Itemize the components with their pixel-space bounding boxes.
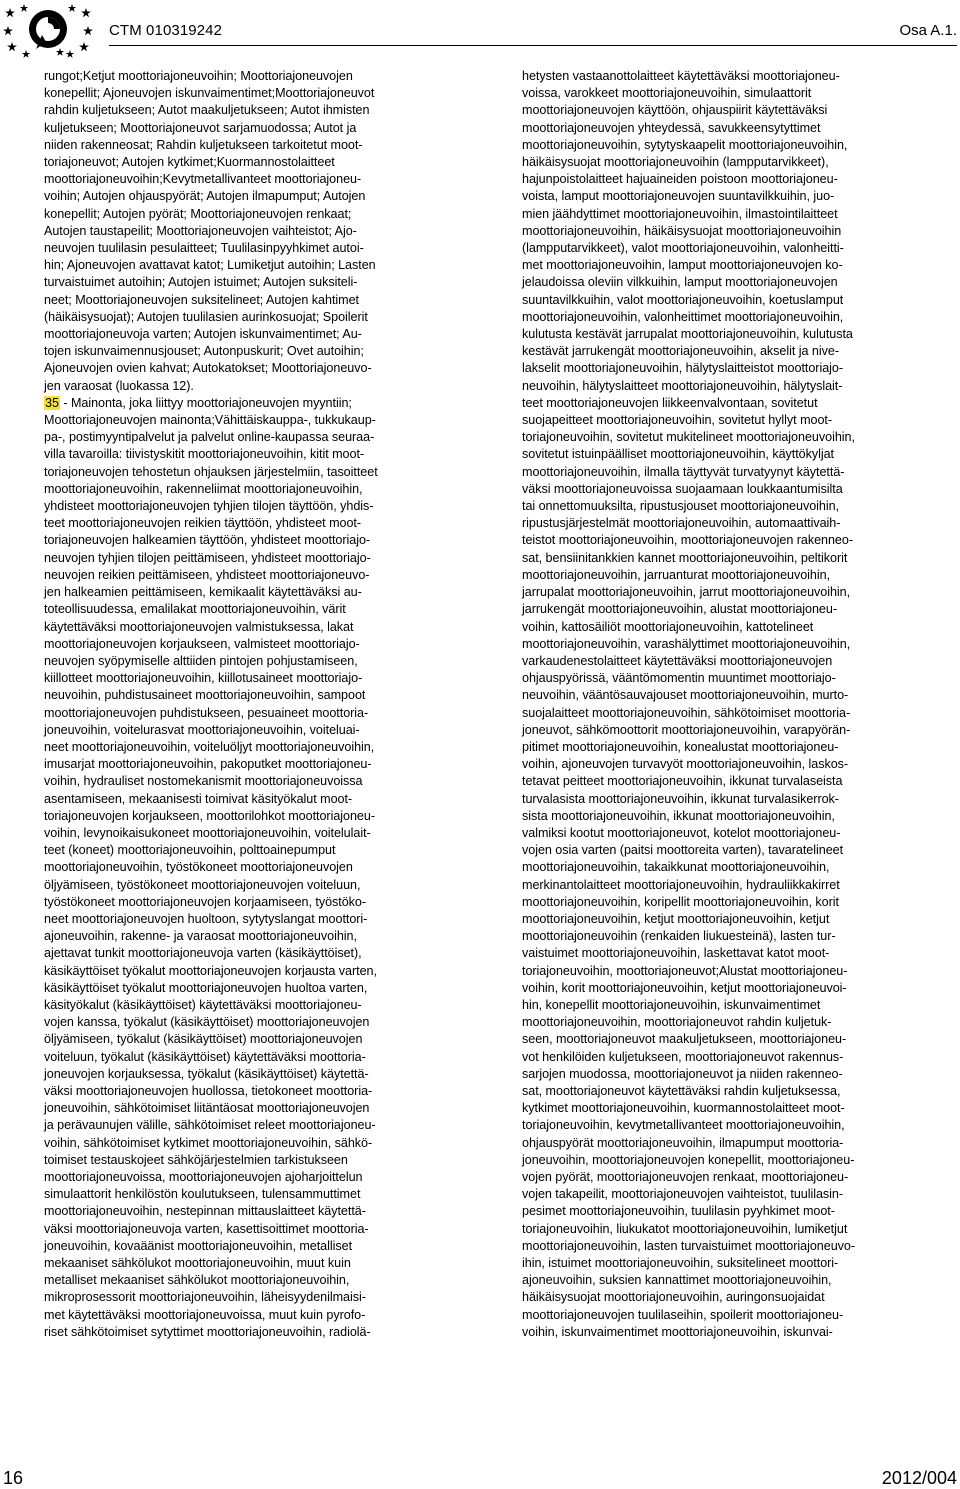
- left-column: [44, 68, 434, 1341]
- class-number-badge: 35: [45, 395, 59, 410]
- class-35-first-line: - Mainonta, joka liittyy moottoriajoneuvojen myyntiin;: [59, 395, 352, 410]
- page-header: [0, 0, 960, 60]
- page-number: 16: [3, 1468, 24, 1488]
- right-column: [522, 68, 914, 1341]
- class-35-paragraph: [44, 395, 434, 1341]
- goods-list-paragraph: rungot;Ketjut moottoriajoneuvoihin; Moottoriajoneuvojen konepellit; Ajoneuvojen iskunvaimentimet;Moottoriajoneuvot rahdin kuljetukseen; Autot maakuljetukseen; Autot ihmisten kuljetukseen; Moottoriajoneuvot sarjamuodossa; Autot ja niiden rakenneosat; Rahdin kuljetukseen tarkoitetut moot- toriajoneuvot; Autojen kytkimet;Kuormannostolaitteet moottoriajoneuvoihin;Kevytmetallivanteet moottoriajoneu- voihin; Autojen ohjauspyörät; Autojen ilmapumput; Autojen konepellit; Autojen pyörät; Moottoriajoneuvojen renkaat; Autojen taustapeilit; Moottoriajoneuvojen vaihteistot; Ajo- neuvojen tuulilasin pesulaitteet; Tuulilasinpyyhkimet autoi- hin; Ajoneuvojen avattavat katot; Lumiketjut autoihin; Lasten turvaistuimet autoihin; Autojen istuimet; Autojen suksiteli- neet; Moottoriajoneuvojen suksitelineet; Autojen kahtimet (häikäisysuojat); Autojen tuulilasien aurinkosuojat; Spoilerit moottoriajoneuvoja varten; Autojen iskunvaimentimet; Au- tojen iskunvaimennusjouset; Autonpuskurit; Ovet autoihin; Ajoneuvojen ovien kahvat; Autokatokset; Moottoriajoneuvo- jen varaosat (luokassa 12).: [44, 69, 376, 393]
- document-number: CTM 010319242: [109, 22, 223, 39]
- header-divider: [109, 45, 957, 46]
- bulletin-issue: 2012/004: [881, 1468, 957, 1488]
- services-list-paragraph: hetysten vastaanottolaitteet käytettäväksi moottoriajoneu- voissa, varokkeet moottoriajoneuvoihin, simulaattorit moottoriajoneuvojen käyttöön, ohjauspiirit käytettäväksi moottoriajoneuvojen yhteydessä, savukkeensytyttimet moottoriajoneuvoihin, sytytyskaapelit moottoriajoneuvoihin, häikäisysuojat moottoriajoneuvoihin (lampputarvikkeet), hajunpoistolaitteet hajuaineiden poistoon moottoriajoneu- voista, lamput moottoriajoneuvojen suuntavilkkuihin, juo- mien jäähdyttimet moottoriajoneuvoihin, ilmastointilaitteet moottoriajoneuvoihin, häikäisysuojat moottoriajoneuvoihin (lampputarvikkeet), valot moottoriajoneuvoihin, valonheitti- met moottoriajoneuvoihin, lamput moottoriajoneuvojen ko- jelaudoissa oleviin vilkkuihin, lamput moottoriajoneuvojen suuntavilkkuihin, valot moottoriajoneuvoihin, koetuslamput moottoriajoneuvoihin, valonheittimet moottoriajoneuvoihin, kulutusta kestävät jarrupalat moottoriajoneuvoihin, kulutusta kestävät jarrukengät moottoriajoneuvoihin, akselit ja nive- lakselit moottoriajoneuvoihin, hälytyslaitteistot moottoriajo- neuvoihin, hälytyslaitteet moottoriajoneuvoihin, hälytyslait- teet moottoriajoneuvojen liikkeenvalvontaan, sovitetut suojapeitteet moottoriajoneuvoihin, sovitetut hyllyt moot- toriajoneuvoihin, sovitetut mukitelineet moottoriajoneuvoihin, sovitetut istuinpäälliset moottoriajoneuvoihin, käyttökyljat moottoriajoneuvoihin, ilmalla täyttyvät turvatyynyt käytettä- väksi moottoriajoneuvoissa suojaamaan loukkaantumisilta tai onnettomuuksilta, ripustusjouset moottoriajoneuvoihin, ripustusjärjestelmät moottoriajoneuvoihin, automaattivaih- teistot moottoriajoneuvoihin, moottoriajoneuvojen rakenneo- sat, bensiinitankkien kannet moottoriajoneuvoihin, peltikorit moottoriajoneuvoihin, jarruanturat moottoriajoneuvoihin, jarrupalat moottoriajoneuvoihin, jarrut moottoriajoneuvoihin, jarrukengät moottoriajoneuvoihin, alustat moottoriajoneu- voihin, kattosäiliöt moottoriajoneuvoihin, kattotelineet moottoriajoneuvoihin, varashälyttimet moottoriajoneuvoihin, varkaudenestolaitteet käytettäväksi moottoriajoneuvojen ohjauspyörissä, vääntömomentin muuntimet moottoriajo- neuvoihin, vääntösauvajouset moottoriajoneuvoihin, murto- suojalaitteet moottoriajoneuvoihin, sähkötoimiset moottoria- joneuvot, sähkömoottorit moottoriajoneuvoihin, varapyörän- pitimet moottoriajoneuvoihin, konealustat moottoriajoneu- voihin, ajoneuvojen turvavyöt moottoriajoneuvoihin, laskos- tetavat peitteet moottoriajoneuvoihin, ikkunat turvalaseista turvalasista moottoriajoneuvoihin, ikkunat turvalasikerrok- sista moottoriajoneuvoihin, ikkunat moottoriajoneuvoihin, valmiksi kootut moottoriajoneuvot, kotelot moottoriajoneu- vojen osia varten (paitsi moottoreita varten), tavaratelineet moottoriajoneuvoihin, takaikkunat moottoriajoneuvoihin, merkinantolaitteet moottoriajoneuvoihin, hydrauliikkakirret moottoriajoneuvoihin, koripellit moottoriajoneuvoihin, korit moottoriajoneuvoihin, ketjut moottoriajoneuvoihin, ketjut moottoriajoneuvoihin (renkaiden liukuesteinä), lasten tur- vaistuimet moottoriajoneuvoihin, laskettavat katot moot- toriajoneuvoihin, moottoriajoneuvot;Alustat moottoriajoneu- voihin, korit moottoriajoneuvoihin, ketjut moottoriajoneuvoi- hin, konepellit moottoriajoneuvoihin, iskunvaimentimet moottoriajoneuvoihin, moottoriajoneuvot rahdin kuljetuk- seen, moottoriajoneuvot maakuljetukseen, moottoriajoneu- vot henkilöiden kuljetukseen, moottoriajoneuvot rakennus- sarjojen muodossa, moottoriajoneuvot ja niiden rakenneo- sat, moottoriajoneuvot käytettäväksi rahdin kuljetuksessa, kytkimet moottoriajoneuvoihin, kuormannostolaitteet moot- toriajoneuvoihin, kevytmetallivanteet moottoriajoneuvoihin, ohjauspyörät moottoriajoneuvoihin, ilmapumput moottoria- joneuvoihin, moottoriajoneuvojen konepellit, moottoriajoneu- vojen pyörät, moottoriajoneuvojen renkaat, moottoriajoneu- vojen takapeilit, moottoriajoneuvojen vaihteistot, tuulilasin- pesimet moottoriajoneuvoihin, tuulilasin pyyhkimet moot- toriajoneuvoihin, liukukatot moottoriajoneuvoihin, lumiketjut moottoriajoneuvoihin, lasten turvaistuimet moottoriajoneuvo- ihin, istuimet moottoriajoneuvoihin, suksitelineet moottori- ajoneuvoihin, suksien kannattimet moottoriajoneuvoihin, häikäisysuojat moottoriajoneuvoihin, auringonsuojaidat moottoriajoneuvojen tuulilaseihin, spoilerit moottoriajoneu- voihin, iskunvaimentimet moottoriajoneuvoihin, iskunvai-: [522, 69, 856, 1339]
- section-label: Osa A.1.: [899, 22, 957, 39]
- class-35-body: Moottoriajoneuvojen mainonta;Vähittäiskauppa-, tukkukaup- pa-, postimyyntipalvelut ja palvelut online-kaupassa seuraa- villa tavaroilla: tiivistyskitit moottoriajoneuvoihin, kitit moot- toriajoneuvojen tehostetun ohjauksen järjestelmiin, tasoitteet moottoriajoneuvoihin, rakenneliimat moottoriajoneuvoihin, yhdisteet moottoriajoneuvojen tyhjien tilojen täyttöön, yhdis- teet moottoriajoneuvojen reikien täyttöön, yhdisteet moot- toriajoneuvojen halkeamien täyttöön, yhdisteet moottoriajo- neuvojen tyhjien tilojen peittämiseen, yhdisteet moottoriajo- neuvojen reikien peittämiseen, yhdisteet moottoriajoneuvo- jen halkeamien peittämiseen, kemikaalit käytettäväksi au- toteollisuudessa, emalilakat moottoriajoneuvoihin, värit käytettäväksi moottoriajoneuvojen valmistuksessa, lakat moottoriajoneuvojen korjaukseen, valmisteet moottoriajo- neuvojen syöpymiselle alttiiden pintojen pohjustamiseen, kiillotteet moottoriajoneuvoihin, kiillotusaineet moottoriajo- neuvoihin, puhdistusaineet moottoriajoneuvoihin, sampoot moottoriajoneuvojen puhdistukseen, pesuaineet moottoria- joneuvoihin, voitelurasvat moottoriajoneuvoihin, voiteluai- neet moottoriajoneuvoihin, voiteluöljyt moottoriajoneuvoihin, imusarjat moottoriajoneuvoihin, pakoputket moottoriajoneu- voihin, hydrauliset nostomekanismit moottoriajoneuvoissa asentamiseen, mekaanisesti toimivat käsityökalut moot- toriajoneuvojen korjaukseen, moottorilohkot moottoriajoneu- voihin, levynoikaisukoneet moottoriajoneuvoihin, voitelulait- teet (koneet) moottoriajoneuvoihin, polttoainepumput moottoriajoneuvoihin, työstökoneet moottoriajoneuvojen öljyämiseen, työstökoneet moottoriajoneuvojen voiteluun, työstökoneet moottoriajoneuvojen korjaamiseen, työstöko- neet moottoriajoneuvojen huoltoon, sytytyslangat moottori- ajoneuvoihin, rakenne- ja varaosat moottoriajoneuvoihin, ajettavat tunkit moottoriajoneuvoja varten (käsikäyttöiset), käsikäyttöiset työkalut moottoriajoneuvojen korjausta varten, käsikäyttöiset työkalut moottoriajoneuvojen huoltoa varten, käsityökalut (käsikäyttöiset) käytettäväksi moottoriajoneu- vojen kanssa, työkalut (käsikäyttöiset) moottoriajoneuvojen öljyämiseen, työkalut (käsikäyttöiset) moottoriajoneuvojen voiteluun, työkalut (käsikäyttöiset) käytettäväksi moottoria- joneuvojen korjauksessa, työkalut (käsikäyttöiset) käytettä- väksi moottoriajoneuvojen huollossa, tietokoneet moottoria- joneuvoihin, sähkötoimiset liitäntäosat moottoriajoneuvojen ja perävaunujen välille, sähkötoimiset releet moottoriajoneu- voihin, sähkötoimiset kytkimet moottoriajoneuvoihin, sähkö- toimiset testauskojeet sähköjärjestelmien tarkistukseen moottoriajoneuvoissa, moottoriajoneuvojen ajoharjoittelun simulaattorit henkilöstön koulutukseen, tulensammuttimet moottoriajoneuvoihin, nestepinnan mittauslaitteet käytettä- väksi moottoriajoneuvoja varten, kasettisoittimet moottoria- joneuvoihin, kovaäänist moottoriajoneuvoihin, metalliset mekaaniset sähkölukot moottoriajoneuvoihin, muut kuin metalliset mekaaniset sähkölukot moottoriajoneuvoihin, mikroprosessorit moottoriajoneuvoihin, läheisyydenilmaisi- met käytettäväksi moottoriajoneuvoissa, muut kuin pyrofo- riset sähkötoimiset sytyttimet moottoriajoneuvoihin, radiolä-: [44, 413, 378, 1339]
- ohim-logo-icon: [2, 2, 94, 58]
